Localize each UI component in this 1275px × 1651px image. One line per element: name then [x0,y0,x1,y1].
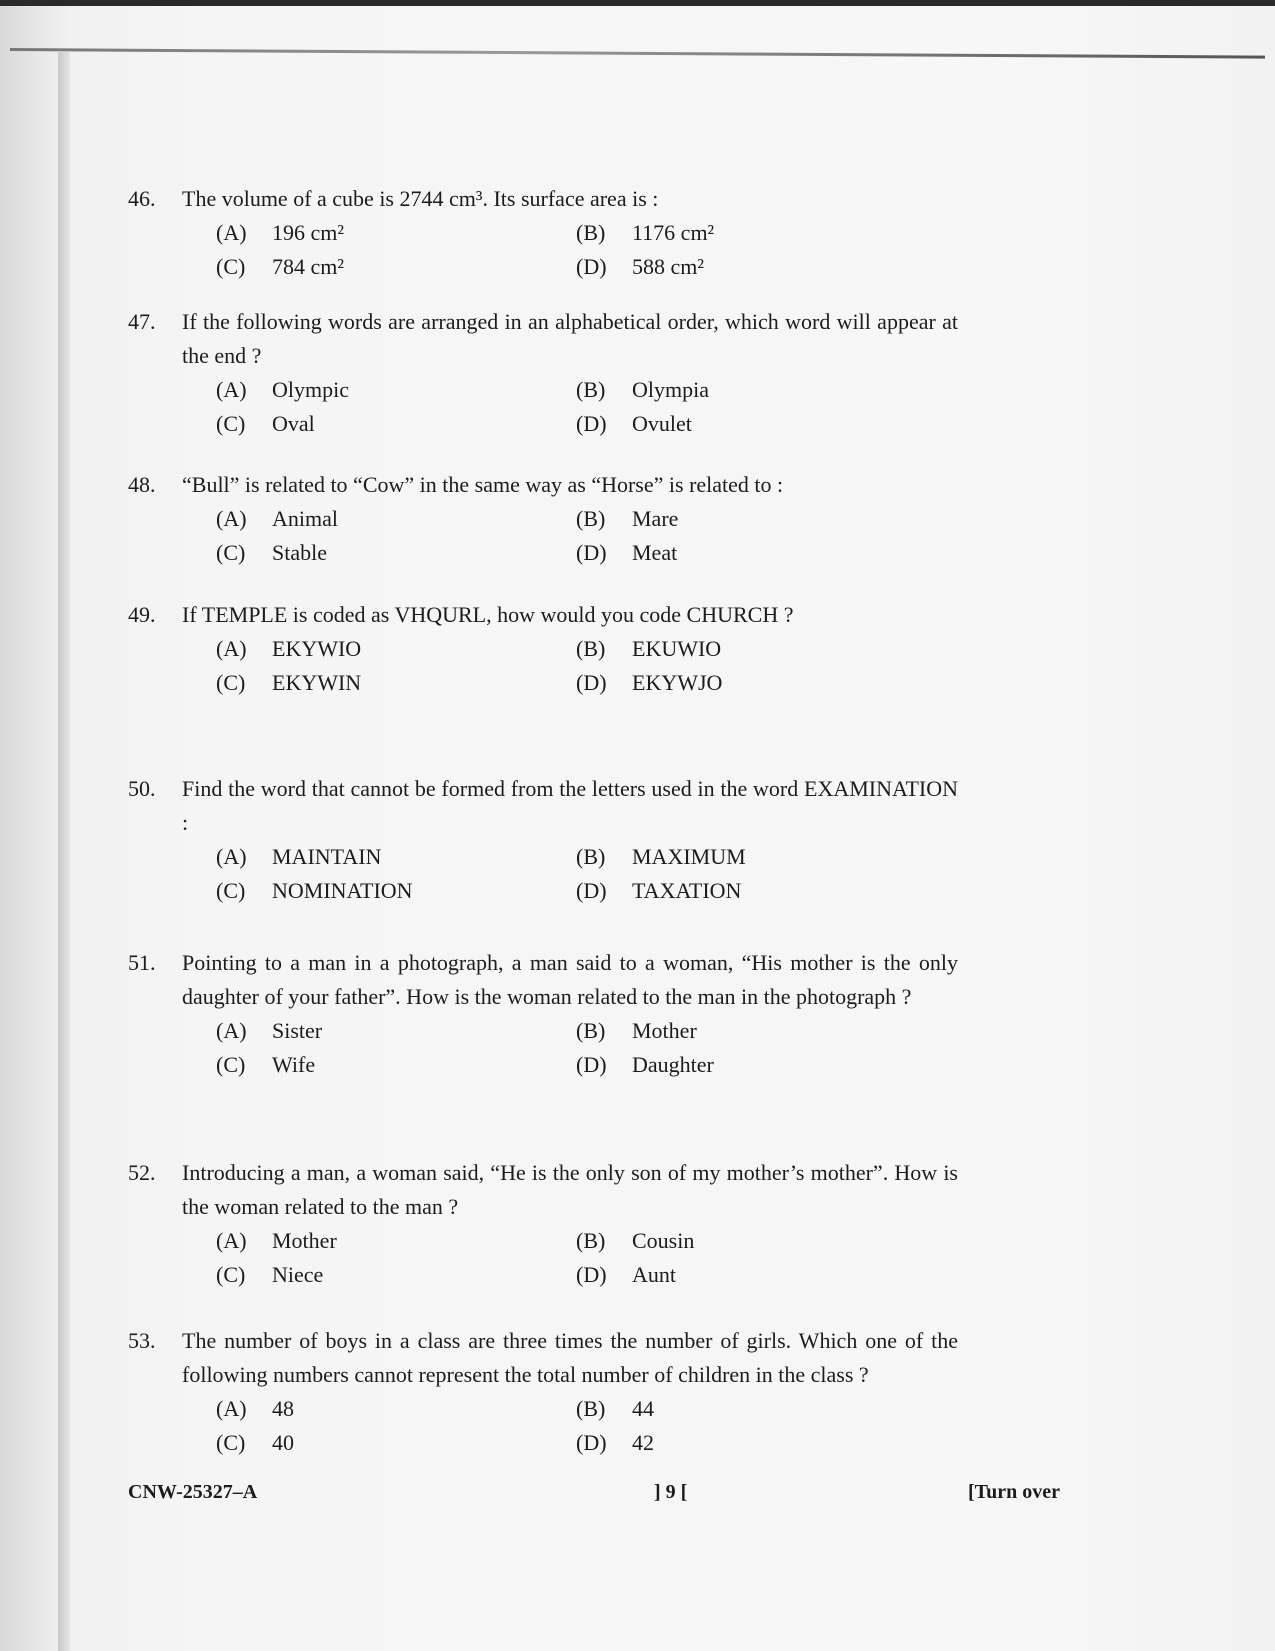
booklet-code: CNW-25327–A [128,1481,258,1503]
option-d [576,1258,936,1292]
option-a [216,502,576,536]
options [216,373,958,441]
question-text: Find the word that cannot be formed from the letters used in the word EXAMINATION : [182,776,958,835]
option-b [576,373,936,407]
option-label: (C) [216,540,246,565]
options [216,632,958,700]
question-48 [128,468,958,570]
option-text: Daughter [632,1052,714,1077]
options [216,1392,958,1460]
question-number: 46. [128,186,156,211]
options [216,1224,958,1292]
option-b [576,1224,936,1258]
option-label: (D) [576,540,607,565]
question-50 [128,772,958,908]
options [216,502,958,570]
question-number: 49. [128,602,156,627]
option-text: TAXATION [632,878,742,903]
option-text: Sister [272,1018,323,1043]
option-a [216,373,576,407]
option-d [576,407,936,441]
option-b [576,502,936,536]
question-number: 50. [128,776,156,801]
option-c [216,666,576,700]
option-a [216,1392,576,1426]
option-label: (B) [576,1396,606,1421]
option-text: Wife [272,1052,316,1077]
option-label: (A) [216,1396,247,1421]
option-label: (D) [576,670,607,695]
option-text: Ovulet [632,411,692,436]
option-label: (B) [576,377,606,402]
question-49 [128,598,958,700]
option-label: (C) [216,1262,246,1287]
option-b [576,632,936,666]
option-text: Aunt [632,1262,676,1287]
question-52 [128,1156,958,1292]
option-text: 196 cm² [272,220,344,245]
question-text: The volume of a cube is 2744 cm³. Its surface area is : [182,186,659,211]
option-label: (D) [576,1262,607,1287]
option-text: 784 cm² [272,254,344,279]
option-label: (B) [576,636,606,661]
question-46 [128,182,958,284]
option-text: 48 [272,1396,294,1421]
option-b [576,216,936,250]
option-label: (B) [576,220,606,245]
option-d [576,666,936,700]
option-text: EKYWIN [272,670,362,695]
option-label: (D) [576,1052,607,1077]
option-label: (A) [216,377,247,402]
option-label: (B) [576,844,606,869]
option-text: 40 [272,1430,294,1455]
option-text: Mare [632,506,679,531]
option-label: (A) [216,1018,247,1043]
question-text: “Bull” is related to “Cow” in the same way as “Horse” is related to : [182,472,784,497]
option-text: Mother [632,1018,697,1043]
option-text: 588 cm² [632,254,704,279]
option-text: NOMINATION [272,878,413,903]
option-c [216,1258,576,1292]
question-number: 47. [128,309,156,334]
question-number: 51. [128,950,156,975]
question-number: 53. [128,1328,156,1353]
option-label: (A) [216,1228,247,1253]
page-number: ] 9 [ [654,1481,688,1503]
question-text: If the following words are arranged in an alphabetical order, which word will appear at the end ? [182,309,958,368]
option-text: EKYWIO [272,636,362,661]
option-text: MAXIMUM [632,844,746,869]
option-label: (B) [576,1228,606,1253]
option-c [216,407,576,441]
option-label: (C) [216,1430,246,1455]
option-b [576,1014,936,1048]
option-a [216,632,576,666]
options [216,216,958,284]
option-d [576,536,936,570]
question-53 [128,1324,958,1460]
option-d [576,1048,936,1082]
option-text: Niece [272,1262,324,1287]
option-text: Cousin [632,1228,695,1253]
option-c [216,250,576,284]
option-label: (B) [576,1018,606,1043]
question-text: Pointing to a man in a photograph, a man said to a woman, “His mother is the only daughter of your father”. How is the woman related to the man in the photograph ? [182,950,958,1009]
scan-edge-line [10,48,1265,59]
option-label: (C) [216,1052,246,1077]
option-text: Animal [272,506,338,531]
option-text: EKYWJO [632,670,723,695]
top-border [0,0,1275,6]
option-label: (A) [216,844,247,869]
option-a [216,1224,576,1258]
option-text: Oval [272,411,315,436]
question-number: 48. [128,472,156,497]
option-label: (B) [576,506,606,531]
option-c [216,536,576,570]
options [216,840,958,908]
option-b [576,840,936,874]
option-d [576,250,936,284]
option-b [576,1392,936,1426]
option-text: Meat [632,540,678,565]
option-label: (A) [216,506,247,531]
option-text: EKUWIO [632,636,722,661]
option-text: Mother [272,1228,337,1253]
option-text: 42 [632,1430,654,1455]
option-label: (A) [216,220,247,245]
option-a [216,840,576,874]
option-text: Olympia [632,377,709,402]
option-d [576,874,936,908]
question-number: 52. [128,1160,156,1185]
option-label: (C) [216,670,246,695]
question-51 [128,946,958,1082]
option-c [216,1048,576,1082]
question-47 [128,305,958,441]
option-label: (D) [576,1430,607,1455]
question-text: The number of boys in a class are three times the number of girls. Which one of the following numbers cannot represent the total number of children in the class ? [182,1328,958,1387]
option-text: 1176 cm² [632,220,715,245]
options [216,1014,958,1082]
option-d [576,1426,936,1460]
option-label: (D) [576,878,607,903]
option-label: (C) [216,411,246,436]
option-c [216,874,576,908]
option-label: (A) [216,636,247,661]
option-c [216,1426,576,1460]
option-text: MAINTAIN [272,844,382,869]
turn-over-note: [Turn over [968,1481,1061,1503]
option-label: (C) [216,878,246,903]
question-text: If TEMPLE is coded as VHQURL, how would you code CHURCH ? [182,602,794,627]
option-text: 44 [632,1396,654,1421]
option-a [216,216,576,250]
option-label: (D) [576,254,607,279]
option-text: Stable [272,540,327,565]
question-text: Introducing a man, a woman said, “He is the only son of my mother’s mother”. How is the woman related to the man ? [182,1160,958,1219]
option-label: (C) [216,254,246,279]
option-a [216,1014,576,1048]
page-fold-shadow [58,52,70,1651]
option-label: (D) [576,411,607,436]
option-text: Olympic [272,377,349,402]
